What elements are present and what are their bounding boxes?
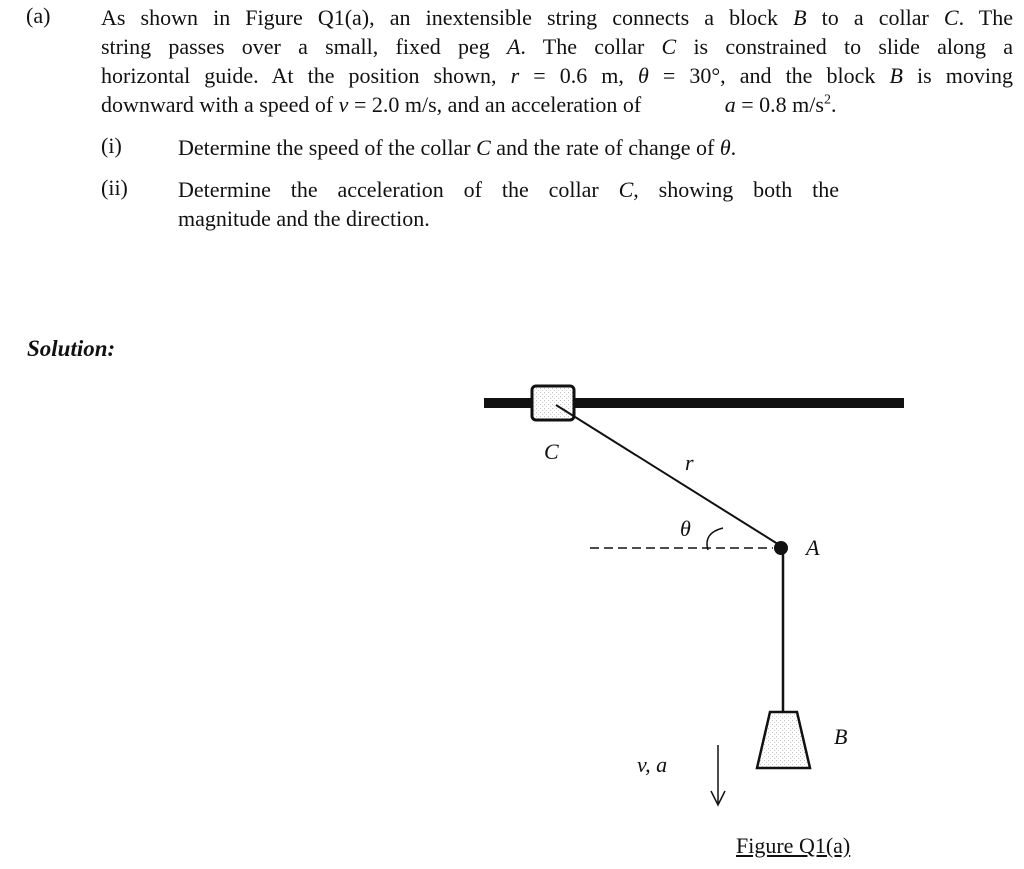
peg-a	[774, 541, 788, 555]
intro-line: As shown in Figure Q1(a), an inextensible string connects a block B to a collar C. The	[101, 5, 1013, 30]
label-peg-a: A	[806, 535, 820, 560]
intro-line: horizontal guide. At the position shown, r = 0.6 m, θ = 30°, and the block B is moving	[101, 63, 1013, 88]
label-angle-theta: θ	[680, 516, 691, 541]
part-line: magnitude and the direction.	[178, 206, 430, 231]
question-label: (a)	[26, 3, 51, 28]
label-length-r: r	[685, 450, 694, 475]
part-line: Determine the speed of the collar C and the rate of change of θ.	[178, 135, 737, 160]
part-ii-number: (ii)	[101, 175, 128, 200]
intro-line: string passes over a small, fixed peg A. The collar C is constrained to slide along a	[101, 34, 1013, 59]
theta-arc	[707, 528, 723, 550]
string-segment-r	[556, 405, 781, 546]
part-line: Determine the acceleration of the collar C, showing both the	[178, 177, 839, 202]
figure-caption: Figure Q1(a)	[736, 833, 851, 858]
part-i-number: (i)	[101, 133, 122, 158]
down-arrow-icon	[711, 745, 725, 805]
intro-line: downward with a speed of v = 2.0 m/s, and an acceleration of a = 0.8 $m/s^2$.	[101, 92, 837, 117]
block-b	[757, 712, 810, 768]
collar-c	[532, 386, 574, 420]
label-block-b: B	[834, 724, 848, 749]
label-collar-c: C	[544, 439, 559, 464]
solution-heading: Solution:	[27, 336, 116, 361]
label-motion: v, a	[637, 752, 668, 777]
